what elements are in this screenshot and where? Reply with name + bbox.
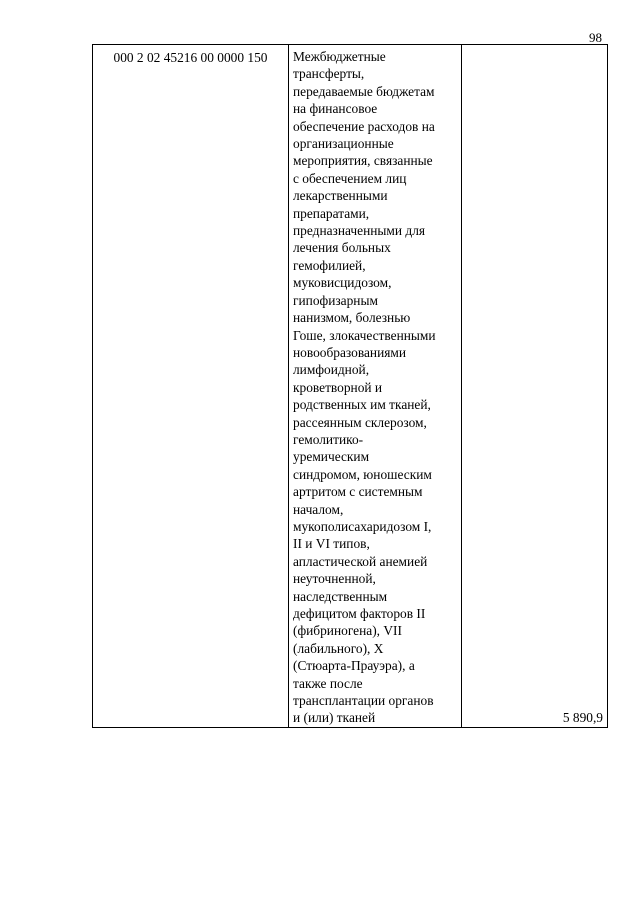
name-line: неуточненной, — [293, 571, 376, 587]
name-line: (Стюарта-Прауэра), а — [293, 658, 415, 674]
name-line: II и VI типов, — [293, 536, 370, 552]
budget-table — [92, 44, 608, 728]
name-line: лечения больных — [293, 240, 391, 256]
name-line: (лабильного), X — [293, 640, 384, 656]
table-row — [93, 45, 608, 728]
name-line: уремическим — [293, 449, 370, 465]
name-line: наследственным — [293, 588, 388, 604]
name-line: лекарственными — [293, 188, 388, 204]
name-line: и (или) тканей — [293, 710, 376, 726]
name-line: дефицитом факторов II — [293, 606, 426, 621]
name-line: родственных им тканей, — [293, 397, 431, 413]
name-line: трансплантации органов — [293, 693, 434, 709]
name-line: артритом с системным — [293, 484, 423, 500]
budget-name-cell — [289, 45, 462, 728]
name-line: началом, — [293, 501, 344, 517]
name-line: нанизмом, болезнью — [293, 310, 411, 326]
name-line: кроветворной и — [293, 379, 383, 395]
name-line: предназначенными для — [293, 223, 426, 239]
name-line: Гоше, злокачественными — [293, 327, 436, 343]
name-line: с обеспечением лиц — [293, 170, 407, 186]
budget-amount-cell: 5 890,9 — [462, 45, 608, 728]
name-line: лимфоидной, — [293, 362, 370, 378]
name-line: также после — [293, 675, 363, 691]
name-line: трансферты, — [293, 66, 365, 82]
name-line: гемофилией, — [293, 257, 366, 273]
name-line: передаваемые бюджетам — [293, 83, 435, 99]
name-line: гипофизарным — [293, 292, 378, 308]
name-line: апластической анемией — [293, 553, 428, 569]
name-line: новообразованиями — [293, 344, 407, 360]
page-number: 98 — [589, 30, 602, 45]
name-line: мероприятия, связанные — [293, 153, 433, 169]
budget-code-cell: 000 2 02 45216 00 0000 150 — [93, 45, 289, 728]
name-line: синдромом, юношеским — [293, 466, 432, 482]
name-line: Межбюджетные — [293, 49, 386, 64]
name-line: препаратами, — [293, 205, 370, 221]
name-line: обеспечение расходов на — [293, 118, 435, 134]
name-line: гемолитико- — [293, 431, 364, 447]
name-line: на финансовое — [293, 101, 378, 117]
name-line: (фибриногена), VII — [293, 623, 402, 639]
name-line: организационные — [293, 136, 394, 152]
name-line: рассеянным склерозом, — [293, 414, 427, 430]
name-line: муковисцидозом, — [293, 275, 392, 291]
name-line: мукополисахаридозом I, — [293, 518, 432, 534]
